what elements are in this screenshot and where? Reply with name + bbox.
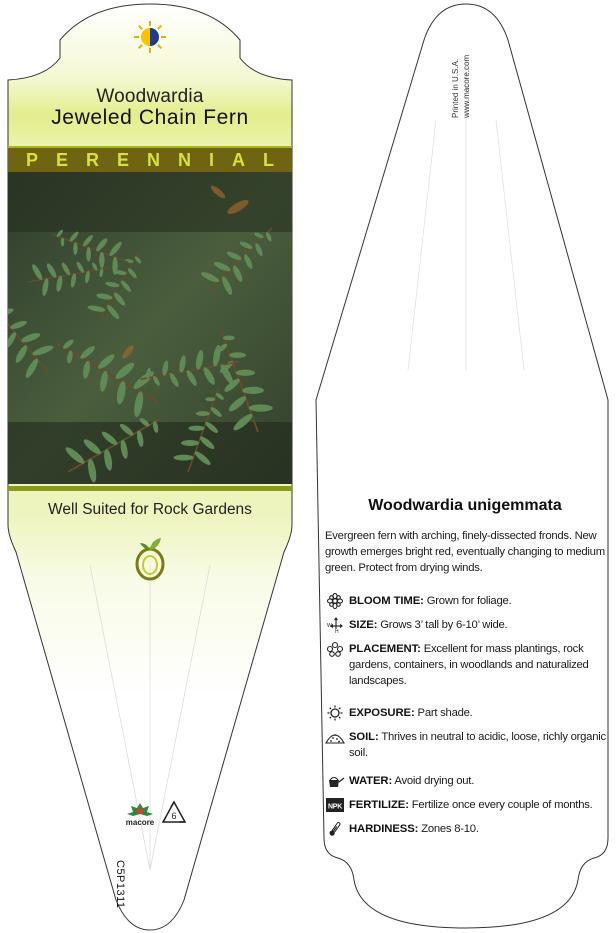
- attr-label: EXPOSURE:: [349, 707, 415, 719]
- attr-label: FERTILIZE:: [349, 799, 409, 811]
- sun-part-shade-icon: [133, 20, 167, 54]
- website: www.macore.com: [462, 54, 471, 118]
- brand-name: macore: [125, 818, 155, 827]
- scientific-name: Woodwardia unigemmata: [368, 497, 562, 514]
- svg-text:NPK: NPK: [327, 803, 343, 811]
- attr-value: Fertilize once every couple of months.: [411, 799, 593, 811]
- category-band: [8, 146, 292, 174]
- attr-hardiness: [325, 821, 608, 837]
- npk-icon: [325, 797, 345, 813]
- product-code: C5P1311: [114, 860, 126, 909]
- soil-icon: [325, 729, 345, 745]
- seed-sprout-icon: [131, 534, 169, 582]
- plant-description: Evergreen fern with arching, finely-dissected fronds. New growth emerges bright red, eventually changing to medium green. Protect from drying winds.: [325, 530, 605, 574]
- back-tag-outline: [316, 4, 608, 928]
- attr-label: WATER:: [349, 775, 393, 787]
- attr-value: Grows 3’ tall by 6-10’ wide.: [380, 619, 508, 631]
- placement-icon: [325, 641, 345, 657]
- attr-value: Thrives in neutral to acidic, loose, richly organic soil.: [349, 731, 606, 759]
- attr-water: [325, 773, 608, 789]
- category-label: PERENNIAL: [26, 149, 293, 170]
- attr-value: Excellent for mass plantings, rock gardens, containers, in woodlands and naturalized landscapes.: [349, 643, 589, 687]
- attr-label: BLOOM TIME:: [349, 595, 424, 607]
- svg-text:H: H: [335, 629, 339, 633]
- tagline: Well Suited for Rock Gardens: [48, 501, 252, 518]
- attr-size: [325, 617, 608, 633]
- thermometer-icon: [325, 821, 345, 837]
- attr-exposure: [325, 705, 608, 721]
- plant-photo: [8, 172, 292, 484]
- macore-logo: [122, 802, 158, 828]
- recycle-icon: [160, 800, 188, 826]
- attr-label: PLACEMENT:: [349, 643, 421, 655]
- genus-name: Woodwardia: [96, 86, 204, 107]
- watering-can-icon: [325, 773, 345, 789]
- printed-in-usa: Printed in U.S.A.: [451, 58, 460, 118]
- attr-label: SIZE:: [349, 619, 378, 631]
- attr-bloom-time: [325, 593, 608, 609]
- flower-icon: [325, 593, 345, 609]
- attr-label: HARDINESS:: [349, 823, 419, 835]
- photo-underline: [8, 486, 292, 491]
- attr-value: Zones 8-10.: [421, 823, 479, 835]
- attr-value: Grown for foliage.: [426, 595, 512, 607]
- attr-fertilize: [325, 797, 608, 813]
- attr-placement: [325, 641, 608, 689]
- sun-exposure-icon: [325, 705, 345, 721]
- common-name: Jeweled Chain Fern: [51, 106, 249, 129]
- attr-value: Part shade.: [417, 707, 473, 719]
- svg-text:W: W: [327, 623, 332, 629]
- attr-value: Avoid drying out.: [394, 775, 475, 787]
- recycle-number: 6: [171, 811, 177, 821]
- attr-soil: [325, 729, 608, 761]
- size-icon: [325, 617, 345, 633]
- attr-label: SOIL:: [349, 731, 379, 743]
